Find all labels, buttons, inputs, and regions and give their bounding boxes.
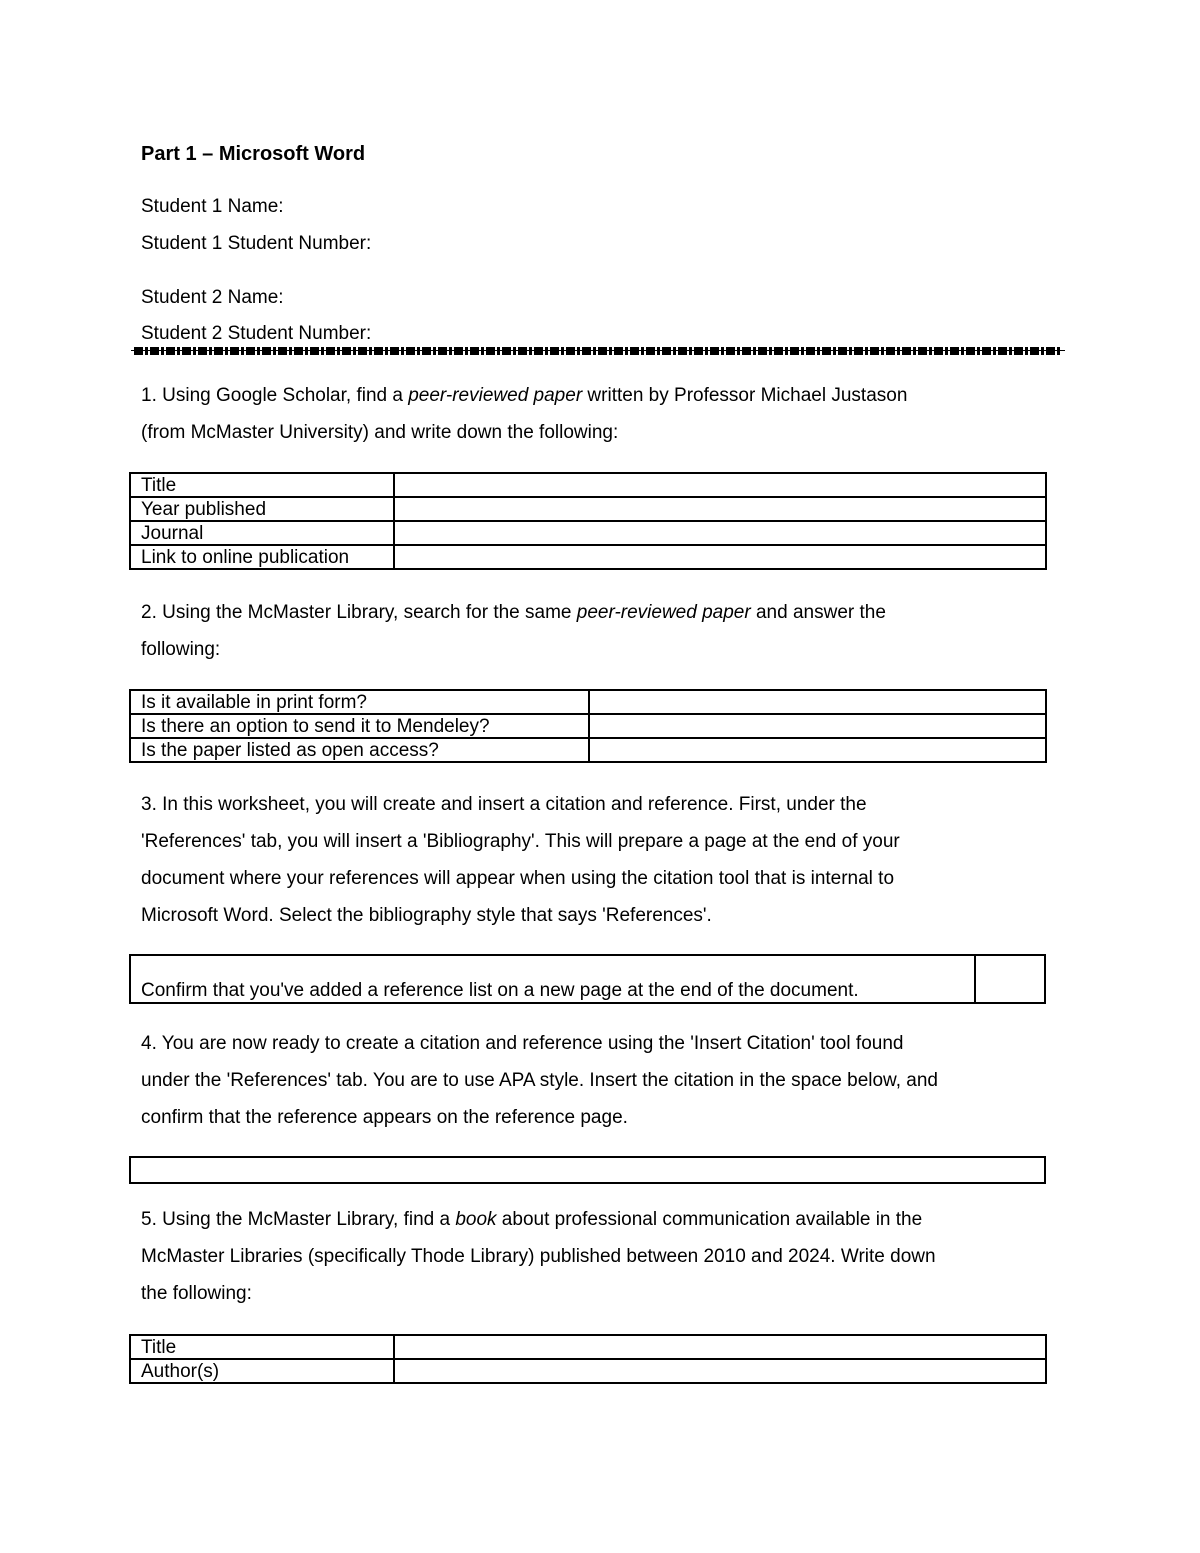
q1-answer-journal[interactable] — [394, 521, 1046, 545]
q2-text-start: 2. Using the McMaster Library, search for the same — [141, 602, 577, 623]
table-row — [130, 521, 1046, 545]
q2-label-print: Is it available in print form? — [130, 690, 589, 714]
table-row — [130, 1335, 1046, 1359]
q2-table — [129, 689, 1047, 763]
q1-label-year: Year published — [130, 497, 394, 521]
q1-answer-year[interactable] — [394, 497, 1046, 521]
q5-text-end: about professional communication available in the — [496, 1209, 923, 1230]
q2-label-mendeley: Is there an option to send it to Mendeley? — [130, 714, 589, 738]
q2-text-end: and answer the — [750, 602, 886, 623]
q2-label-open-access: Is the paper listed as open access? — [130, 738, 589, 762]
dashed-divider — [134, 347, 1062, 355]
q3-line-3: document where your references will appear when using the citation tool that is internal to — [141, 868, 895, 889]
q4-line-3: confirm that the reference appears on the reference page. — [141, 1107, 628, 1128]
table-row — [130, 738, 1046, 762]
q5-label-title: Title — [130, 1335, 394, 1359]
q5-line-2: McMaster Libraries (specifically Thode Library) published between 2010 and 2024. Write down — [141, 1246, 936, 1267]
student2-name-label: Student 2 Name: — [141, 287, 284, 308]
question-4 — [141, 1025, 1053, 1136]
q2-line-2: following: — [141, 639, 221, 660]
q1-table — [129, 472, 1047, 570]
q3-line-4: Microsoft Word. Select the bibliography style that says 'References'. — [141, 905, 712, 926]
q3-confirm-checkbox[interactable] — [974, 956, 1044, 1002]
q3-line-1: 3. In this worksheet, you will create and insert a citation and reference. First, under the — [141, 794, 867, 815]
q3-confirm-box — [129, 954, 1046, 1004]
table-row — [130, 714, 1046, 738]
q4-line-1: 4. You are now ready to create a citation and reference using the 'Insert Citation' tool found — [141, 1033, 904, 1054]
table-row — [130, 545, 1046, 569]
q1-answer-title[interactable] — [394, 473, 1046, 497]
student1-name-label: Student 1 Name: — [141, 196, 284, 217]
q5-text-start: 5. Using the McMaster Library, find a — [141, 1209, 456, 1230]
table-row — [130, 497, 1046, 521]
q1-text-end: written by Professor Michael Justason — [582, 385, 908, 406]
q5-answer-authors[interactable] — [394, 1359, 1046, 1383]
q4-citation-field[interactable] — [129, 1156, 1046, 1184]
q2-answer-mendeley[interactable] — [589, 714, 1046, 738]
table-row — [130, 473, 1046, 497]
page-title: Part 1 – Microsoft Word — [141, 143, 366, 165]
q2-answer-print[interactable] — [589, 690, 1046, 714]
q2-emphasis: peer-reviewed paper — [576, 602, 751, 623]
student1-number-label: Student 1 Student Number: — [141, 233, 372, 254]
q1-line-2: (from McMaster University) and write down the following: — [141, 422, 619, 443]
q1-label-title: Title — [130, 473, 394, 497]
q4-line-2: under the 'References' tab. You are to use APA style. Insert the citation in the space below, and — [141, 1070, 938, 1091]
question-5 — [141, 1201, 1053, 1312]
q2-answer-open-access[interactable] — [589, 738, 1046, 762]
q1-label-journal: Journal — [130, 521, 394, 545]
q1-answer-link[interactable] — [394, 545, 1046, 569]
q1-emphasis: peer-reviewed paper — [408, 385, 583, 406]
question-3 — [141, 786, 1053, 934]
student2-number-label: Student 2 Student Number: — [141, 323, 372, 344]
q5-answer-title[interactable] — [394, 1335, 1046, 1359]
q3-confirm-text: Confirm that you've added a reference list on a new page at the end of the document. — [141, 980, 859, 1001]
q5-table — [129, 1334, 1047, 1384]
table-row — [130, 1359, 1046, 1383]
question-2 — [141, 594, 1053, 668]
q5-line-3: the following: — [141, 1283, 252, 1304]
q5-emphasis: book — [455, 1209, 497, 1230]
q1-text-start: 1. Using Google Scholar, find a — [141, 385, 409, 406]
question-1 — [141, 377, 1053, 451]
q3-line-2: 'References' tab, you will insert a 'Bibliography'. This will prepare a page at the end of your — [141, 831, 900, 852]
table-row — [130, 690, 1046, 714]
q5-label-authors: Author(s) — [130, 1359, 394, 1383]
q1-label-link: Link to online publication — [130, 545, 394, 569]
